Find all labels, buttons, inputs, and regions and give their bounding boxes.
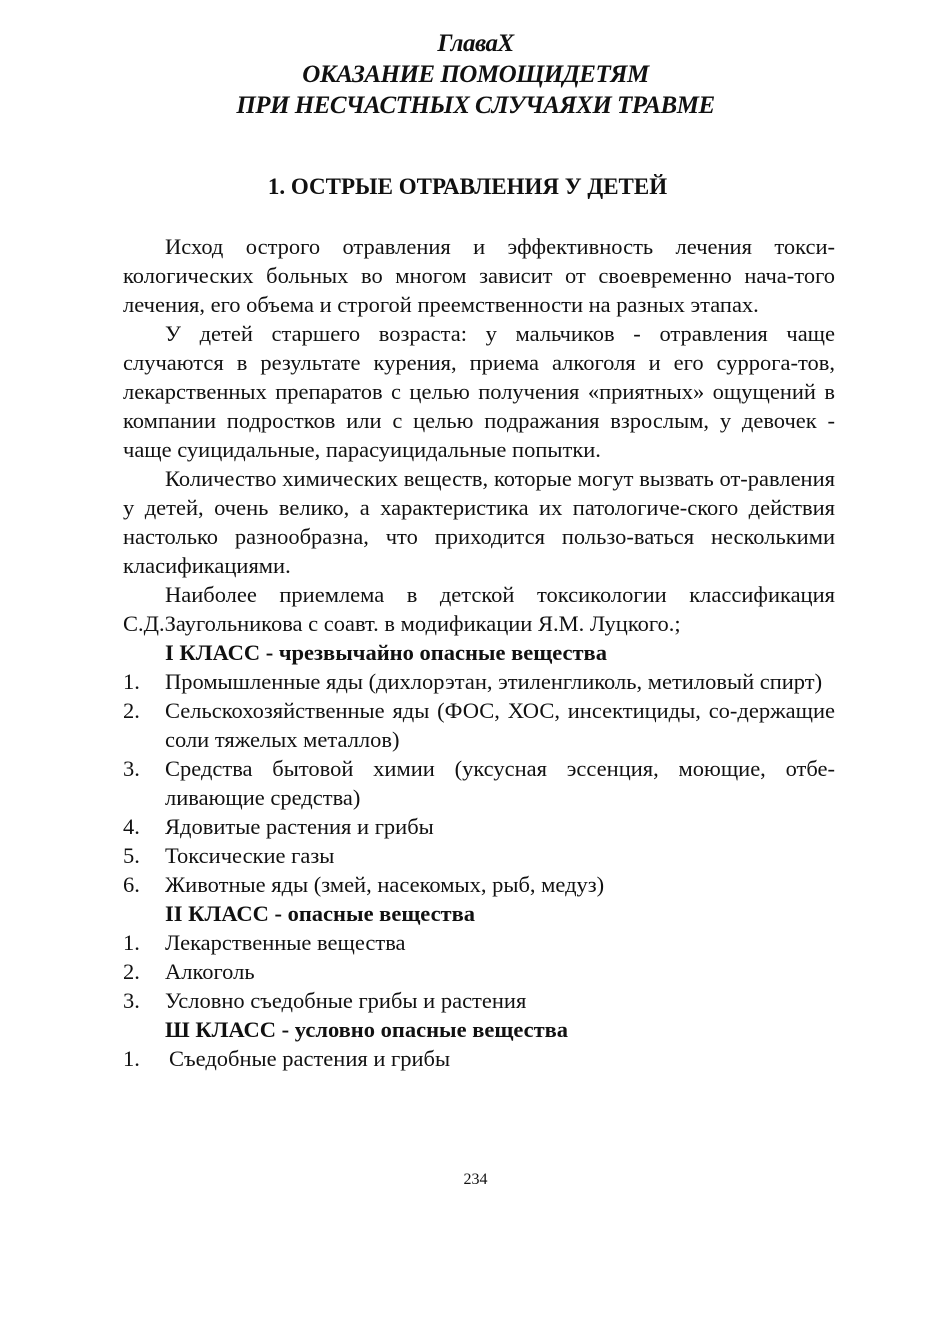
chapter-label: ГлаваX xyxy=(437,30,514,57)
list-number: 3. xyxy=(123,756,140,781)
list-item xyxy=(123,986,835,1015)
list-text: Сельскохозяйственные яды (ФОС, ХОС, инсектициды, со-держащие соли тяжелых металлов) xyxy=(165,698,835,752)
section-title: 1. ОСТРЫЕ ОТРАВЛЕНИЯ У ДЕТЕЙ xyxy=(267,174,668,199)
chapter-header xyxy=(0,28,951,121)
paragraph: Наиболее приемлема в детской токсикологии классификация С.Д.Заугольникова с соавт. в модификации Я.М. Луцкого.; xyxy=(123,582,835,636)
chapter-title-line-1: ОКАЗАНИЕ ПОМОЩИДЕТЯМ xyxy=(302,61,649,88)
list-number: 5. xyxy=(123,843,140,868)
list-number: 2. xyxy=(123,959,140,984)
list-number: 2. xyxy=(123,698,140,723)
chapter-title-line-2: ПРИ НЕСЧАСТНЫХ СЛУЧАЯХИ ТРАВМЕ xyxy=(236,92,715,119)
list-text: Условно съедобные грибы и растения xyxy=(165,988,527,1013)
body-text xyxy=(123,232,835,1073)
class-heading-1: I КЛАСС - чрезвычайно опасные вещества xyxy=(165,640,607,665)
list-item xyxy=(123,870,835,899)
list-item xyxy=(123,841,835,870)
list-text: Промышленные яды (дихлорэтан, этиленгликоль, метиловый спирт) xyxy=(165,669,823,694)
list-item xyxy=(123,928,835,957)
list-number: 1. xyxy=(123,669,140,694)
list-item xyxy=(123,667,835,696)
class-heading-2: II КЛАСС - опасные вещества xyxy=(165,901,476,926)
list-item xyxy=(123,812,835,841)
list-text: Ядовитые растения и грибы xyxy=(165,814,434,839)
list-text: Съедобные растения и грибы xyxy=(169,1046,451,1071)
list-item xyxy=(123,754,835,812)
list-number: 6. xyxy=(123,872,140,897)
paragraph: Исход острого отравления и эффективность лечения токси-кологических больных во многом зависит от своевременно нача-того лечения, его объема и строгой преемственности на разных этапах. xyxy=(123,234,835,317)
paragraph: У детей старшего возраста: у мальчиков - отравления чаще случаются в результате курения, приема алкоголя и его суррога-тов, лекарственных препаратов с целью получения «приятных» ощущений в компании подростков или с целью подражания взрослым, у девочек - чаще суицидальные, парасуицидальные попытки. xyxy=(123,321,835,462)
list-item xyxy=(123,957,835,986)
page-number: 234 xyxy=(463,1171,488,1188)
list-number: 3. xyxy=(123,988,140,1013)
class-heading-3: Ш КЛАСС - условно опасные вещества xyxy=(165,1017,569,1042)
list-item xyxy=(123,1044,835,1073)
list-text: Средства бытовой химии (уксусная эссенция, моющие, отбе-ливающие средства) xyxy=(165,756,835,810)
list-text: Лекарственные вещества xyxy=(165,930,406,955)
list-text: Животные яды (змей, насекомых, рыб, медуз) xyxy=(165,872,605,897)
list-text: Алкоголь xyxy=(165,959,255,984)
list-number: 1. xyxy=(123,1046,140,1071)
list-number: 1. xyxy=(123,930,140,955)
list-item xyxy=(123,696,835,754)
list-text: Токсические газы xyxy=(165,843,335,868)
list-number: 4. xyxy=(123,814,140,839)
paragraph: Количество химических веществ, которые могут вызвать от-равления у детей, очень велико, а характеристика их патологиче-ского действия настолько разнообразна, что приходится пользо-ваться несколькими класификациями. xyxy=(123,466,835,578)
